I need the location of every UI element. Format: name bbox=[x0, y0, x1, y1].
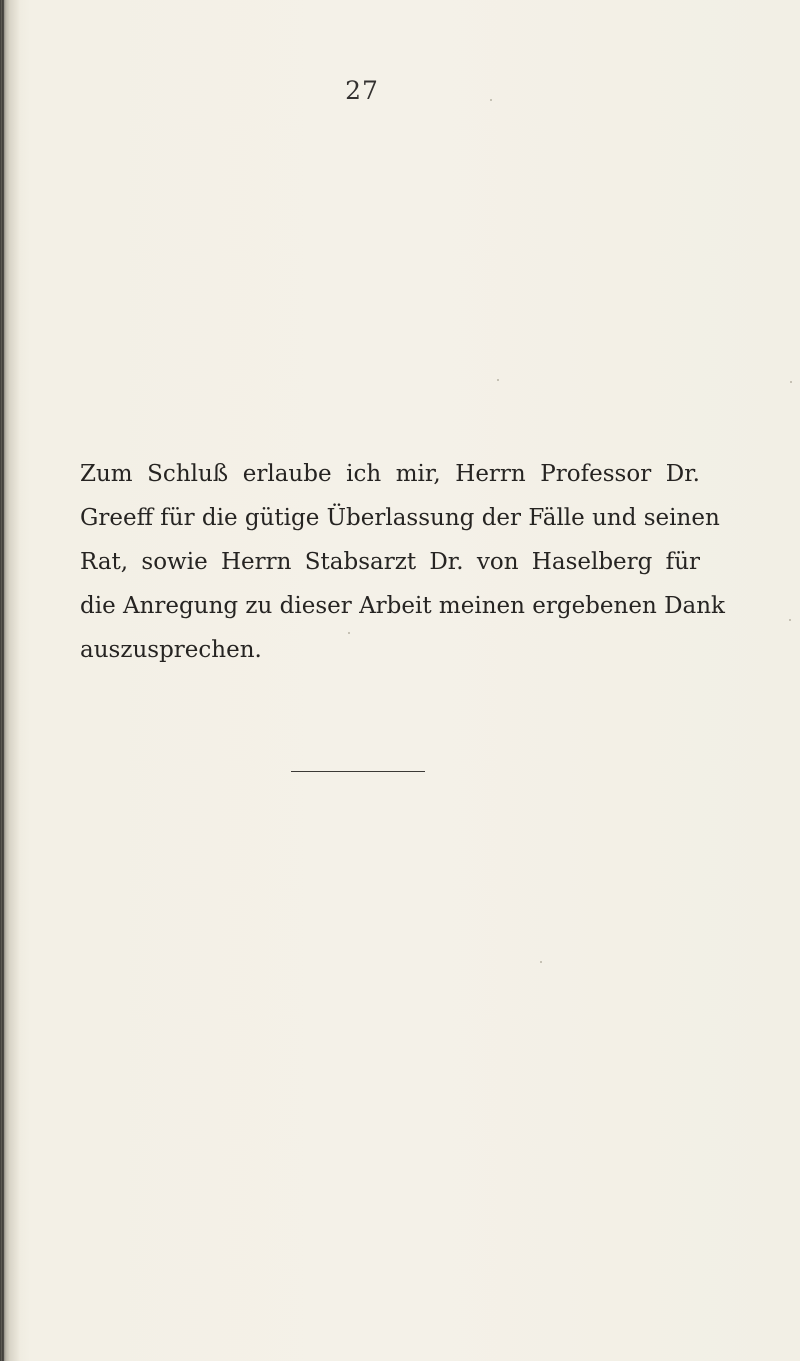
paper-speck bbox=[790, 381, 792, 383]
spine-shadow-line bbox=[2, 0, 4, 1361]
paper-speck bbox=[789, 619, 791, 621]
book-spine-edge bbox=[0, 0, 20, 1361]
paper-speck bbox=[490, 99, 492, 101]
end-rule-divider bbox=[291, 771, 425, 772]
page-number: 27 bbox=[345, 76, 379, 105]
paper-speck bbox=[540, 961, 542, 963]
paper-speck bbox=[348, 632, 350, 634]
paragraph-line-4: die Anregung zu dieser Arbeit meinen ergebenen Dank bbox=[80, 593, 725, 619]
paragraph-line-2: Greeff für die gütige Überlassung der Fälle und seinen bbox=[80, 505, 720, 531]
paragraph-line-3: Rat, sowie Herrn Stabsarzt Dr. von Haselberg für bbox=[80, 549, 700, 575]
paragraph-line-1: Zum Schluß erlaube ich mir, Herrn Professor Dr. bbox=[80, 461, 700, 487]
paragraph-line-5: auszusprechen. bbox=[80, 637, 262, 663]
paper-speck bbox=[497, 379, 499, 381]
acknowledgement-paragraph bbox=[80, 452, 725, 672]
